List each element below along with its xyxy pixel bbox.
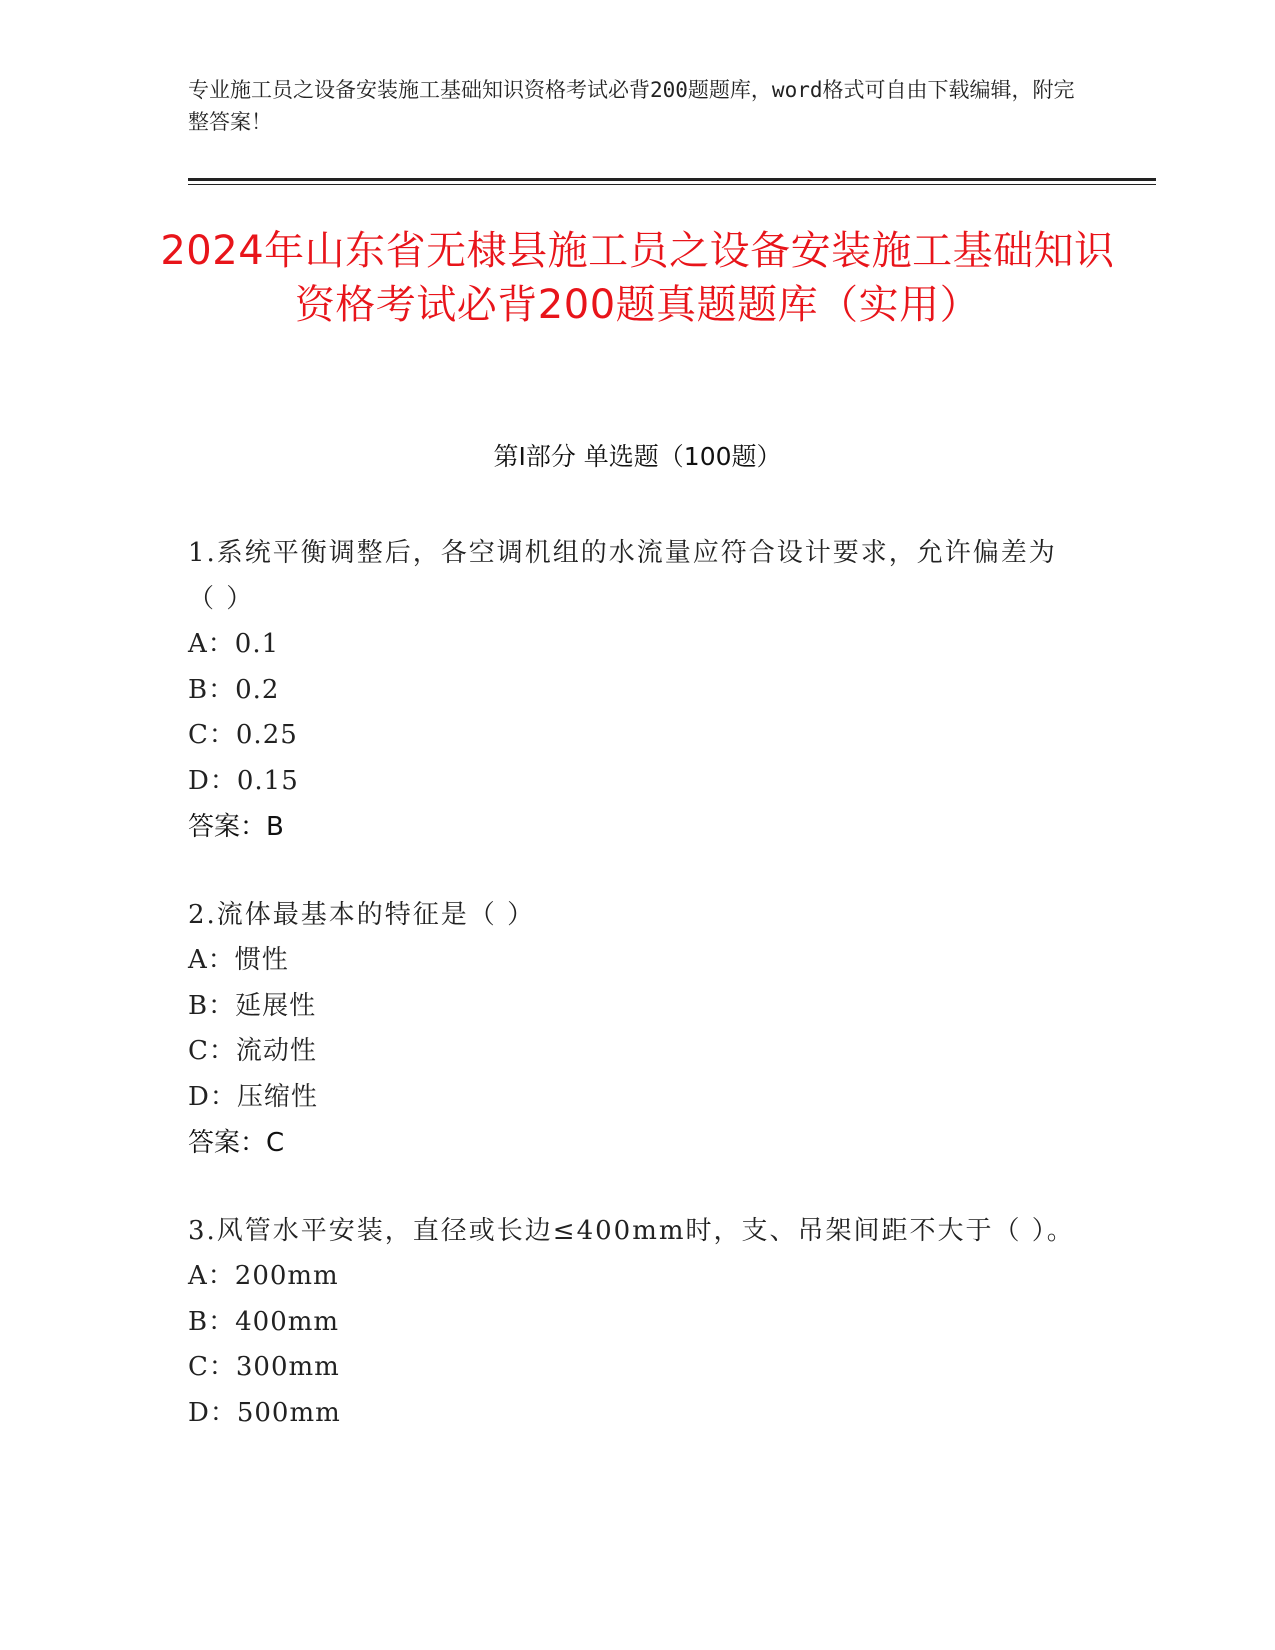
question-stem: 2.流体最基本的特征是（ ） [188, 900, 536, 930]
option-c: C：0.25 [188, 720, 298, 750]
option-a: A：惯性 [188, 945, 289, 975]
option-b: B：延展性 [188, 990, 317, 1021]
option-a: A：200mm [188, 1261, 339, 1291]
option-c: C：流动性 [188, 1036, 317, 1066]
question-stem: 1.系统平衡调整后，各空调机组的水流量应符合设计要求，允许偏差为（ ） [188, 538, 1057, 614]
answer-line: 答案：B [188, 812, 284, 842]
answer-line: 答案：C [188, 1128, 285, 1158]
section-title: 第I部分 单选题（100题） [493, 442, 782, 471]
question-stem: 3.风管水平安装，直径或长边≤400mm时，支、吊架间距不大于（ ）。 [188, 1216, 1075, 1246]
question-list [188, 530, 1078, 1478]
header-divider-thin [188, 184, 1156, 185]
header-divider-thick [188, 178, 1156, 181]
option-d: D：压缩性 [188, 1081, 318, 1112]
question-2 [188, 892, 1078, 1166]
option-b: B：400mm [188, 1306, 340, 1337]
header-note: 专业施工员之设备安装施工基础知识资格考试必背200题题库，word格式可自由下载编辑，附完整答案！ [188, 78, 1075, 134]
option-c: C：300mm [188, 1352, 340, 1382]
question-3 [188, 1208, 1078, 1436]
option-d: D：0.15 [188, 765, 299, 796]
document-title: 2024年山东省无棣县施工员之设备安装施工基础知识资格考试必背200题真题题库（实用） [160, 228, 1115, 328]
option-a: A：0.1 [188, 629, 280, 659]
option-d: D：500mm [188, 1397, 341, 1428]
option-b: B：0.2 [188, 674, 280, 705]
question-1 [188, 530, 1078, 850]
